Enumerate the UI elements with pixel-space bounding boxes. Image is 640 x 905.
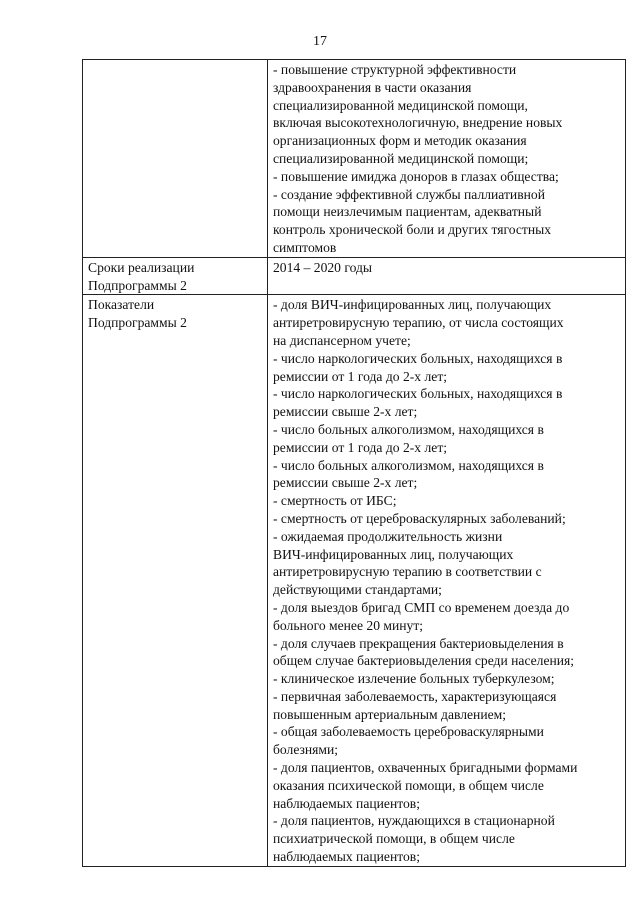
row-content-line: антиретровирусную терапию, от числа состоящих [273, 315, 564, 331]
row-content-line: ремиссии от 1 года до 2-х лет; [273, 439, 448, 455]
row-label-line: Показатели [88, 297, 155, 313]
row-content-line: - смертность от ИБС; [273, 493, 397, 509]
row-content-cell [268, 295, 626, 867]
row-content-line: - число больных алкоголизмом, находящихся в [273, 421, 544, 437]
row-content-line: - клиническое излечение больных туберкулезом; [273, 671, 555, 687]
table-row [83, 257, 626, 295]
row-content-line: - доля выездов бригад СМП со временем доезда до [273, 599, 570, 615]
table-row [83, 60, 626, 258]
row-label-line: Подпрограммы 2 [88, 277, 187, 293]
row-content-line: - повышение имиджа доноров в глазах общества; [273, 168, 559, 184]
row-content-line: действующими стандартами; [273, 582, 442, 598]
document-table [82, 59, 626, 867]
row-content-line: общем случае бактериовыделения среди населения; [273, 653, 575, 669]
row-label-line: Сроки реализации [88, 259, 195, 275]
row-content-line: помощи неизлечимым пациентам, адекватный [273, 204, 542, 220]
row-content-line: - первичная заболеваемость, характеризующаяся [273, 688, 557, 704]
row-content-line: контроль хронической боли и других тягостных [273, 222, 552, 238]
row-content-line: - число наркологических больных, находящихся в [273, 350, 563, 366]
row-content-line: повышенным артериальным давлением; [273, 706, 507, 722]
row-content-line: болезнями; [273, 742, 339, 758]
row-content-line: - доля пациентов, нуждающихся в стационарной [273, 813, 555, 829]
row-content-line: организационных форм и методик оказания [273, 133, 527, 149]
row-content-line: - доля пациентов, охваченных бригадными формами [273, 760, 578, 776]
table-row [83, 295, 626, 867]
page-number: 17 [313, 34, 327, 49]
row-content-line: больного менее 20 минут; [273, 617, 424, 633]
row-content-line: ВИЧ-инфицированных лиц, получающих [273, 546, 514, 562]
row-content-line: - доля случаев прекращения бактериовыделения в [273, 635, 564, 651]
row-content-line: - число больных алкоголизмом, находящихся в [273, 457, 544, 473]
row-content-line: наблюдаемых пациентов; [273, 795, 420, 811]
row-content-cell [268, 60, 626, 258]
row-content-line: психиатрической помощи, в общем числе [273, 831, 515, 847]
row-content-line: - создание эффективной службы паллиативной [273, 186, 545, 202]
row-content-line: включая высокотехнологичную, внедрение новых [273, 115, 563, 131]
row-label-cell [83, 295, 268, 867]
row-content-line: ремиссии свыше 2-х лет; [273, 404, 418, 420]
row-content-cell [268, 257, 626, 295]
row-content-line: специализированной медицинской помощи, [273, 97, 528, 113]
row-content-line: - доля ВИЧ-инфицированных лиц, получающих [273, 297, 552, 313]
row-content-line: - число наркологических больных, находящихся в [273, 386, 563, 402]
row-content-line: - повышение структурной эффективности [273, 62, 517, 77]
row-label-cell [83, 60, 268, 258]
row-content-line: - общая заболеваемость цереброваскулярными [273, 724, 544, 740]
row-label-cell [83, 257, 268, 295]
row-content-line: 2014 – 2020 годы [273, 259, 373, 275]
row-content-line: антиретровирусную терапию в соответствии с [273, 564, 542, 580]
row-content-line: на диспансерном учете; [273, 332, 411, 348]
row-content-line: специализированной медицинской помощи; [273, 150, 529, 166]
row-content-line: симптомов [273, 239, 337, 255]
row-label-line: Подпрограммы 2 [88, 315, 187, 331]
row-content-line: наблюдаемых пациентов; [273, 849, 420, 865]
row-content-line: - ожидаемая продолжительность жизни [273, 528, 503, 544]
row-content-line: - смертность от цереброваскулярных заболеваний; [273, 510, 566, 526]
row-content-line: оказания психической помощи, в общем числе [273, 777, 544, 793]
row-content-line: ремиссии свыше 2-х лет; [273, 475, 418, 491]
row-content-line: ремиссии от 1 года до 2-х лет; [273, 368, 448, 384]
row-content-line: здравоохранения в части оказания [273, 79, 472, 95]
